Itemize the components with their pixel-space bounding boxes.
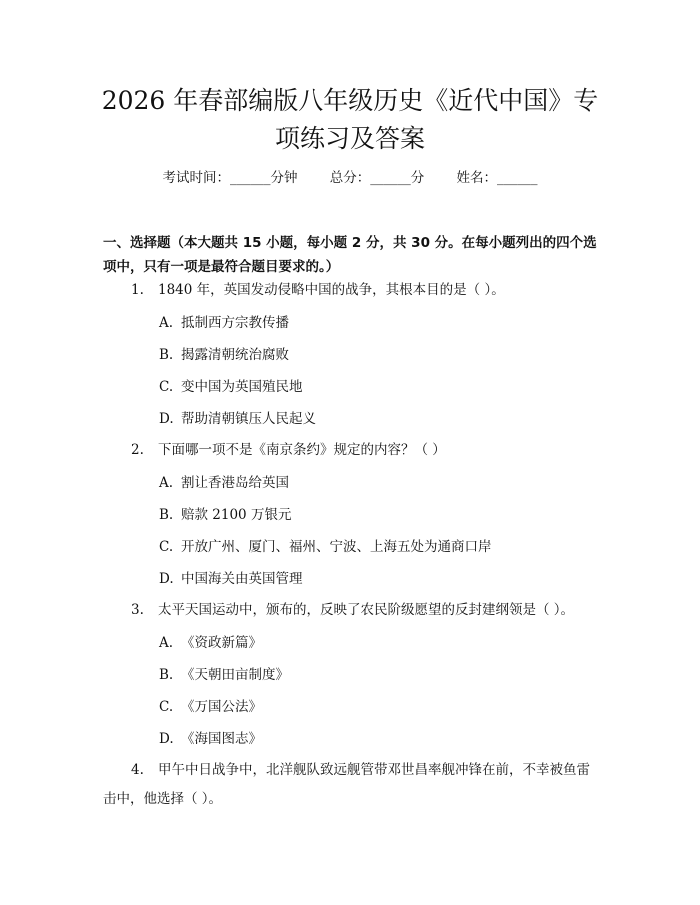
question-2-option-a — [159, 471, 599, 495]
section-heading-line-2: 项中，只有一项是最符合题目要求的。） — [103, 259, 340, 275]
question-4-line-2: 击中，他选择（ ）。 — [103, 791, 223, 807]
question-1-option-a — [159, 311, 599, 335]
option-label: A. — [159, 635, 174, 651]
option-text: 《资政新篇》 — [181, 635, 262, 651]
question-1 — [131, 278, 601, 302]
question-number: 3. — [131, 602, 144, 618]
option-label: D. — [159, 731, 174, 747]
option-text: 变中国为英国殖民地 — [181, 379, 303, 395]
question-number: 1. — [131, 282, 144, 298]
question-2-option-c — [159, 535, 599, 559]
option-label: C. — [159, 379, 174, 395]
question-text: 1840 年，英国发动侵略中国的战争，其根本目的是（ ）。 — [158, 282, 505, 298]
option-label: C. — [159, 699, 174, 715]
option-label: B. — [159, 347, 174, 363]
exam-meta — [0, 168, 700, 188]
question-1-option-c — [159, 375, 599, 399]
question-2-option-d — [159, 567, 599, 591]
option-text: 《海国图志》 — [181, 731, 262, 747]
question-number: 4. — [131, 762, 144, 778]
question-text: 甲午中日战争中，北洋舰队致远舰管带邓世昌率舰冲锋在前，不幸被鱼雷 — [158, 762, 590, 778]
question-4-line-1 — [103, 756, 603, 785]
question-1-option-d — [159, 407, 599, 431]
total-score: 总分：______分 — [329, 170, 425, 186]
question-3-option-c — [159, 695, 599, 719]
option-text: 揭露清朝统治腐败 — [181, 347, 289, 363]
question-text: 下面哪一项不是《南京条约》规定的内容？（ ） — [158, 442, 446, 458]
option-label: D. — [159, 571, 174, 587]
section-heading-line-1: 一、选择题（本大题共 15 小题，每小题 2 分，共 30 分。在每小题列出的四个选 — [103, 235, 597, 251]
option-text: 《天朝田亩制度》 — [181, 667, 289, 683]
question-3-option-b — [159, 663, 599, 687]
question-1-option-b — [159, 343, 599, 367]
option-label: B. — [159, 507, 174, 523]
student-name: 姓名：______ — [456, 170, 538, 186]
question-4 — [103, 756, 603, 814]
question-3 — [131, 598, 601, 622]
option-text: 中国海关由英国管理 — [181, 571, 303, 587]
option-text: 开放广州、厦门、福州、宁波、上海五处为通商口岸 — [181, 539, 492, 555]
option-text: 割让香港岛给英国 — [181, 475, 289, 491]
option-text: 《万国公法》 — [181, 699, 262, 715]
question-2 — [131, 438, 601, 462]
option-text: 赔款 2100 万银元 — [181, 507, 292, 523]
title-line-1: 2026 年春部编版八年级历史《近代中国》专 — [101, 86, 599, 115]
option-label: A. — [159, 315, 174, 331]
question-text: 太平天国运动中，颁布的，反映了农民阶级愿望的反封建纲领是（ ）。 — [158, 602, 575, 618]
option-text: 帮助清朝镇压人民起义 — [181, 411, 316, 427]
option-label: C. — [159, 539, 174, 555]
title-line-2: 项练习及答案 — [274, 124, 425, 153]
question-3-option-a — [159, 631, 599, 655]
section-heading — [103, 231, 603, 279]
question-3-option-d — [159, 727, 599, 751]
page-title — [80, 82, 620, 158]
option-label: A. — [159, 475, 174, 491]
question-number: 2. — [131, 442, 144, 458]
option-label: B. — [159, 667, 174, 683]
exam-time: 考试时间：______分钟 — [162, 170, 298, 186]
question-2-option-b — [159, 503, 599, 527]
option-label: D. — [159, 411, 174, 427]
option-text: 抵制西方宗教传播 — [181, 315, 289, 331]
